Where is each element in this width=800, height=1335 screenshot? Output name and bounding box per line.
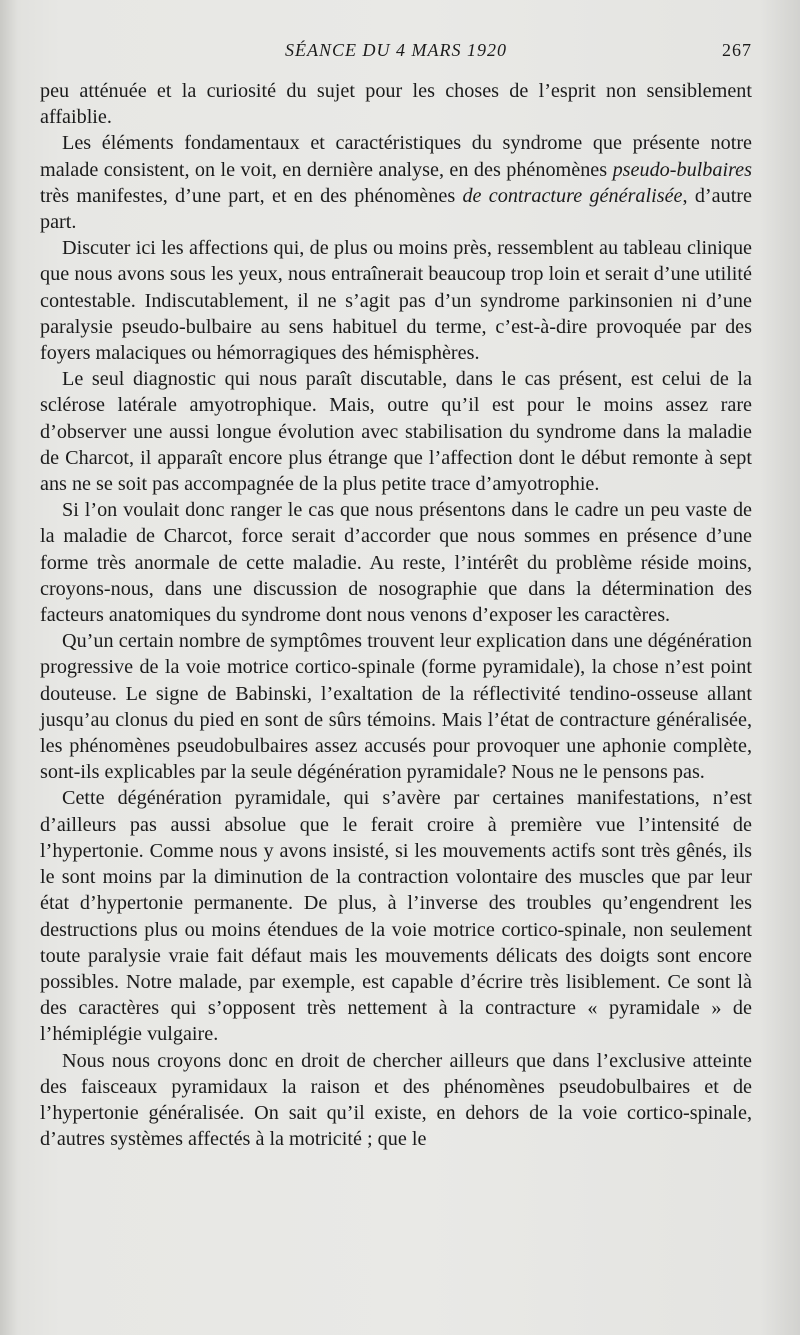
paragraph-2-text-3: , d’autre part. bbox=[40, 184, 752, 234]
page-header bbox=[40, 40, 752, 66]
paragraph-2 bbox=[40, 130, 752, 235]
paragraph-1: peu atténuée et la curiosité du sujet pour les choses de l’esprit non sensiblement affaiblie. bbox=[40, 80, 752, 129]
pseudo-bulbaires-italic: pseudo-bulbaires bbox=[612, 158, 752, 181]
paragraph-3: Discuter ici les affections qui, de plus ou moins près, ressemblent au tableau clinique que nous avons sous les yeux, nous entraînerait beaucoup trop loin et serait d’une utilité contestable. Indiscutablement, il ne s’agit pas d’un syndrome parkinsonien ni d’une paralysie pseudo-bulbaire au sens habituel du terme, c’est-à-dire provoquée par des foyers malaciques ou hémorragiques des hémisphères. bbox=[40, 237, 752, 365]
paragraph-8: Nous nous croyons donc en droit de chercher ailleurs que dans l’exclusive atteinte des faisceaux pyramidaux la raison et des phénomènes pseudobulbaires et de l’hypertonie généralisée. On sait qu’il existe, en dehors de la voie cortico-spinale, d’autres systèmes affectés à la motricité ; que le bbox=[40, 1049, 752, 1151]
running-title: SÉANCE DU 4 MARS 1920 bbox=[285, 40, 507, 60]
paragraph-2-text-2: très manifestes, d’une part, et en des phénomènes bbox=[40, 184, 463, 207]
body-text bbox=[40, 78, 752, 1152]
paragraph-6: Qu’un certain nombre de symptômes trouvent leur explication dans une dégénération progressive de la voie motrice cortico-spinale (forme pyramidale), la chose n’est point douteuse. Le signe de Babinski, l’exaltation de la réflectivité tendino-osseuse allant jusqu’au clonus du pied en sont de sûrs témoins. Mais l’état de contracture généralisée, les phénomènes pseudobulbaires assez accusés pour provoquer une aphonie complète, sont-ils explicables par la seule dégénération pyramidale? Nous ne le pensons pas. bbox=[40, 630, 752, 784]
paragraph-4: Le seul diagnostic qui nous paraît discutable, dans le cas présent, est celui de la sclérose latérale amyotrophique. Mais, outre qu’il est pour le moins assez rare d’observer une aussi longue évolution avec stabilisation du syndrome dans la maladie de Charcot, il apparaît encore plus étrange que l’affection dont le début remonte à sept ans ne se soit pas accompagnée de la plus petite trace d’amyotrophie. bbox=[40, 368, 752, 496]
paragraph-2-text-1: Les éléments fondamentaux et caractéristiques du syndrome que présente notre malade consistent, on le voit, en dernière analyse, en des phénomènes bbox=[40, 132, 752, 181]
contracture-generalisee-italic: de contracture généralisée bbox=[462, 184, 683, 207]
page-number: 267 bbox=[722, 40, 752, 60]
paragraph-7: Cette dégénération pyramidale, qui s’avère par certaines manifestations, n’est d’ailleurs pas aussi absolue que le ferait croire à première vue l’intensité de l’hypertonie. Comme nous y avons insisté, si les mouvements actifs sont très gênés, ils le sont moins par la diminution de la contraction volontaire des muscles que par leur état d’hypertonie permanente. De plus, à l’inverse des troubles qu’engendrent les destructions plus ou moins étendues de la voie motrice cortico-spinale, non seulement toute paralysie vraie fait défaut mais les mouvements délicats des doigts sont encore possibles. Notre malade, par exemple, est capable d’écrire très lisiblement. Ce sont là des caractères qui s’opposent très nettement à la contracture « pyramidale » de l’hémiplégie vulgaire. bbox=[40, 787, 752, 1046]
paragraph-5: Si l’on voulait donc ranger le cas que nous présentons dans le cadre un peu vaste de la maladie de Charcot, force serait d’accorder que nous sommes en présence d’une forme très anormale de cette maladie. Au reste, l’intérêt du problème réside moins, croyons-nous, dans une discussion de nosographie que dans la détermination des facteurs anatomiques du syndrome dont nous venons d’exposer les caractères. bbox=[40, 499, 752, 627]
